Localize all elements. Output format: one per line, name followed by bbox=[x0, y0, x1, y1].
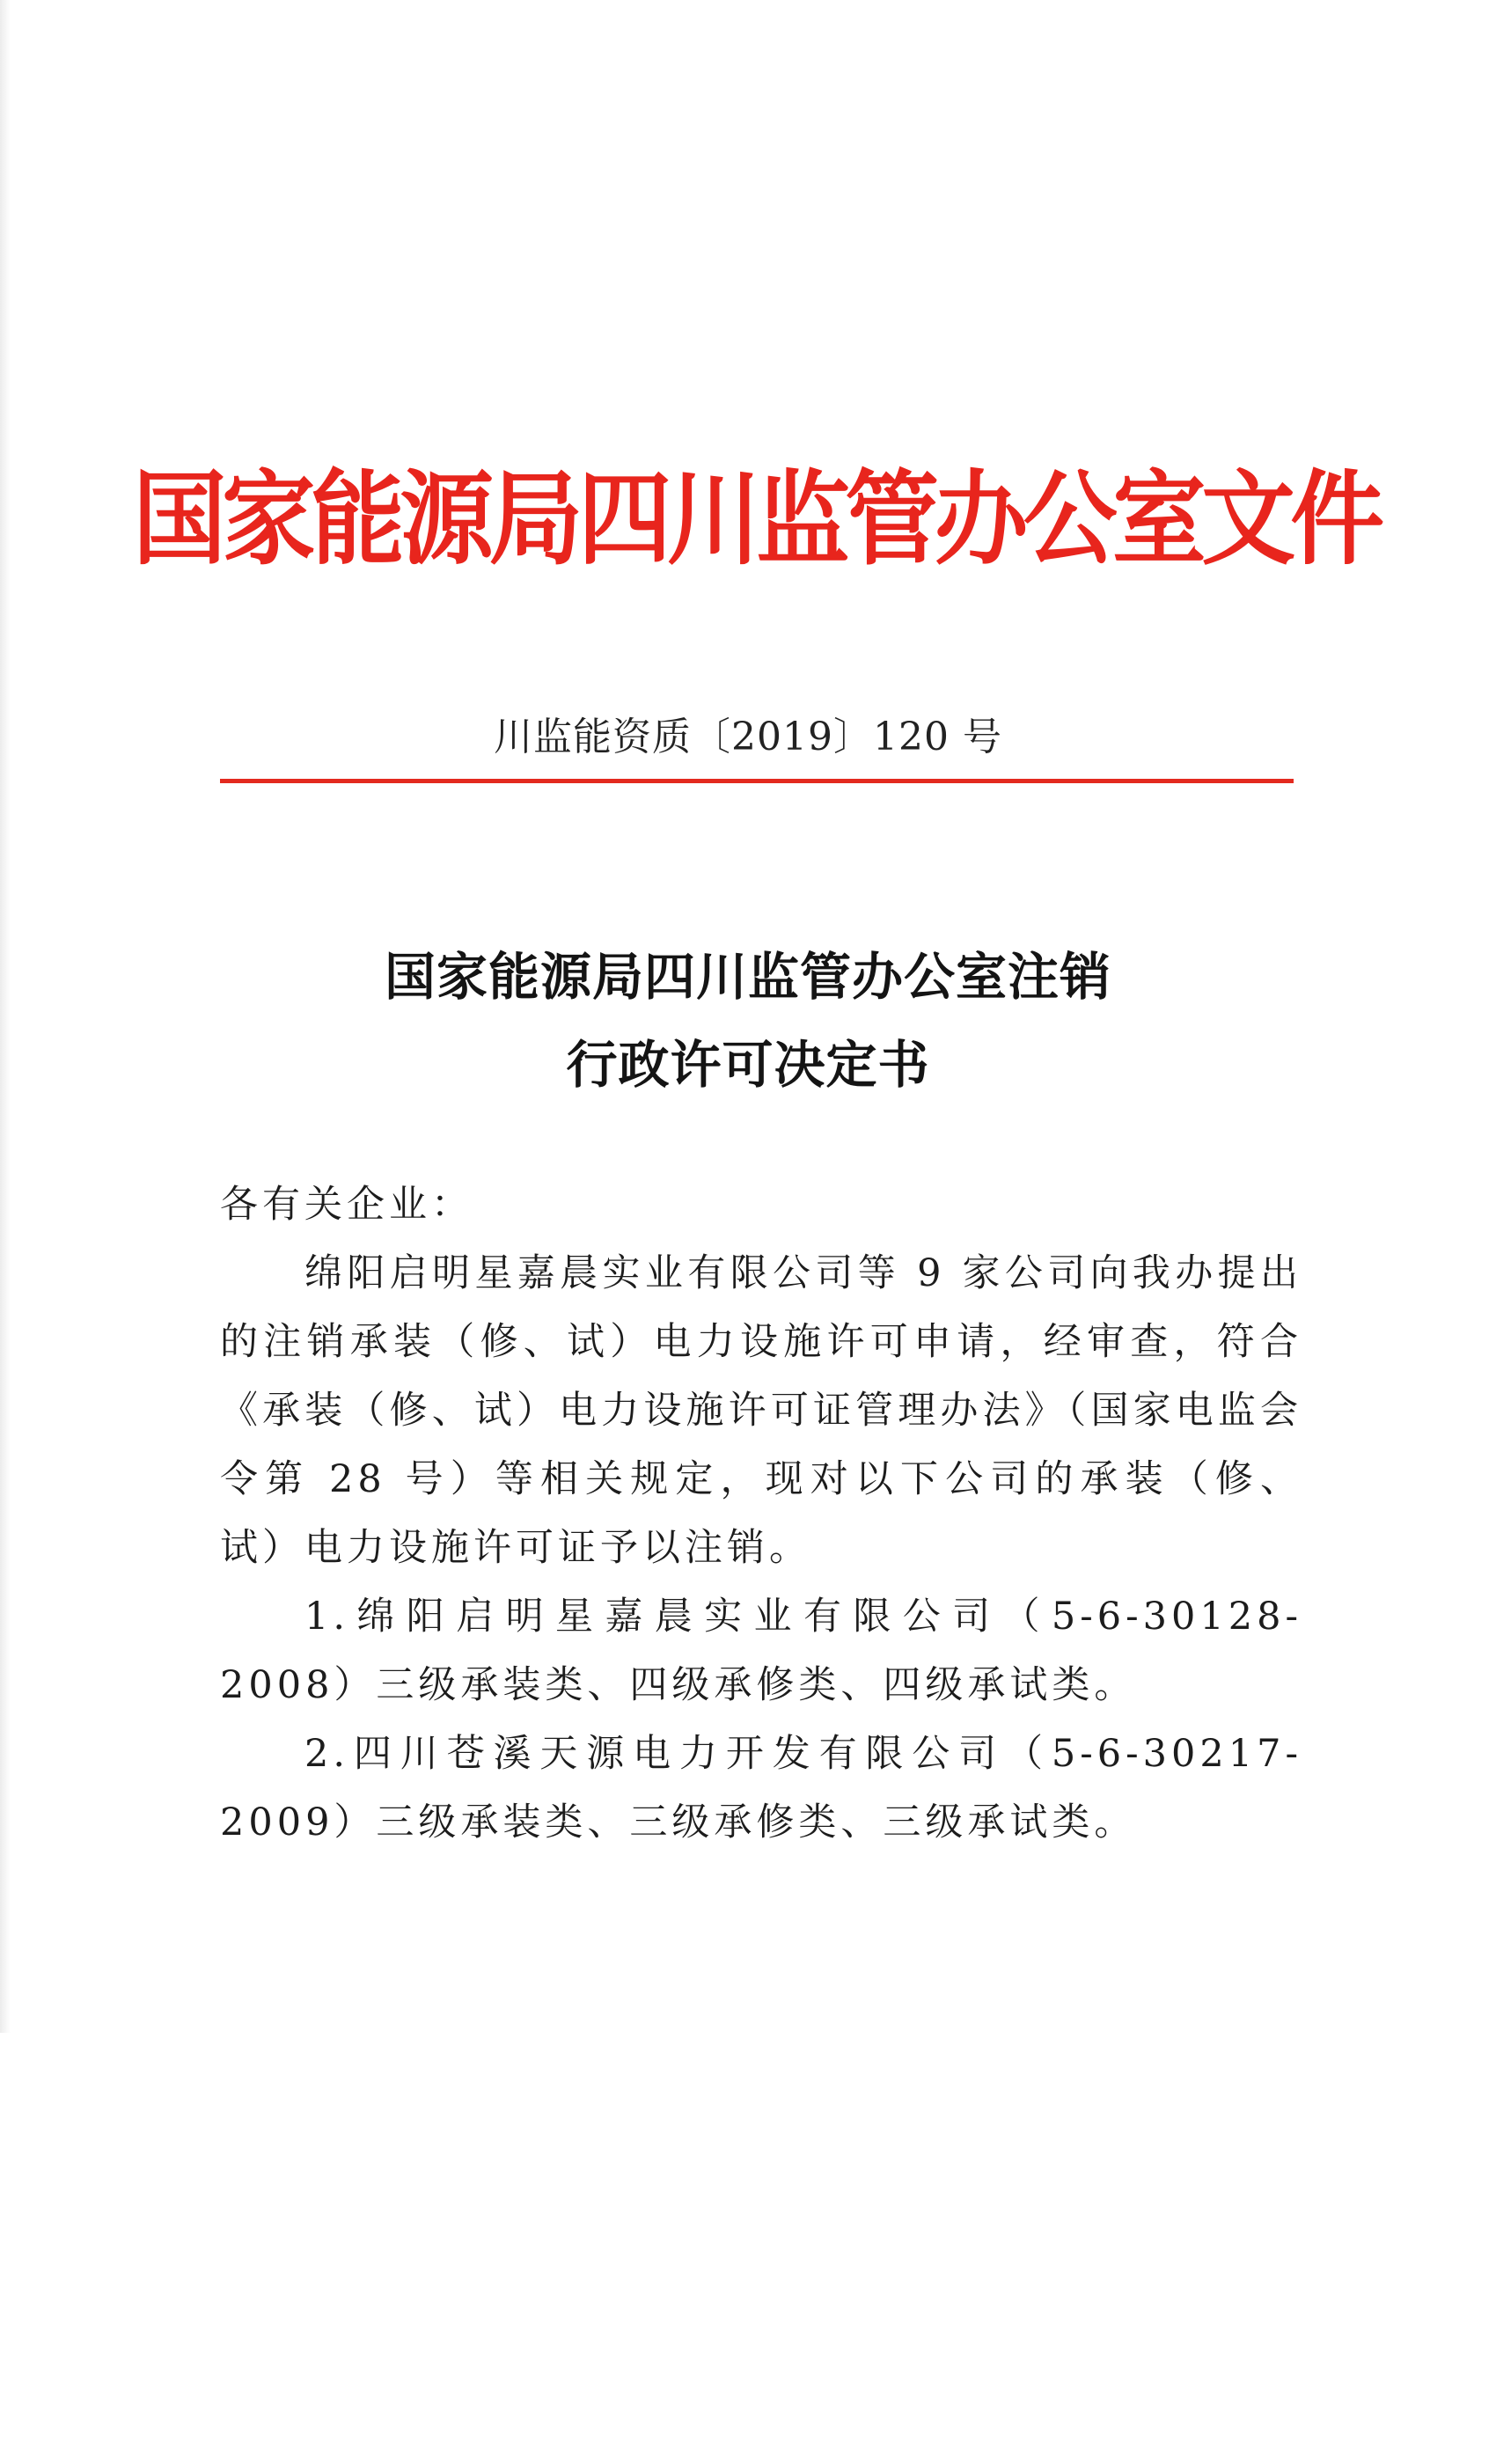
document-title-line-2: 行政许可决定书 bbox=[566, 1035, 930, 1095]
document-header: 国家能源局四川监管办公室文件 bbox=[132, 459, 1380, 579]
body-paragraph-item-1: 1.绵阳启明星嘉晨实业有限公司（5-6-30128-2008）三级承装类、四级承修类、四级承试类。 bbox=[220, 1595, 1302, 1707]
body-paragraph-item-2: 2.四川苍溪天源电力开发有限公司（5-6-30217-2009）三级承装类、三级承修类、三级承试类。 bbox=[220, 1732, 1302, 1844]
scan-edge-shadow bbox=[0, 0, 11, 2033]
salutation: 各有关企业： bbox=[220, 1183, 473, 1227]
red-divider-line bbox=[220, 779, 1294, 783]
document-title-line-1: 国家能源局四川监管办公室注销 bbox=[384, 947, 1111, 1007]
body-paragraph-intro: 绵阳启明星嘉晨实业有限公司等 9 家公司向我办提出的注销承装（修、试）电力设施许可申请，经审查，符合《承装（修、试）电力设施许可证管理办法》（国家电监会令第 28 号）等相关规定，现对以下公司的承装（修、试）电力设施许可证予以注销。 bbox=[220, 1251, 1302, 1570]
document-body bbox=[220, 1170, 1302, 1857]
document-number: 川监能资质〔2019〕120 号 bbox=[494, 715, 1002, 759]
